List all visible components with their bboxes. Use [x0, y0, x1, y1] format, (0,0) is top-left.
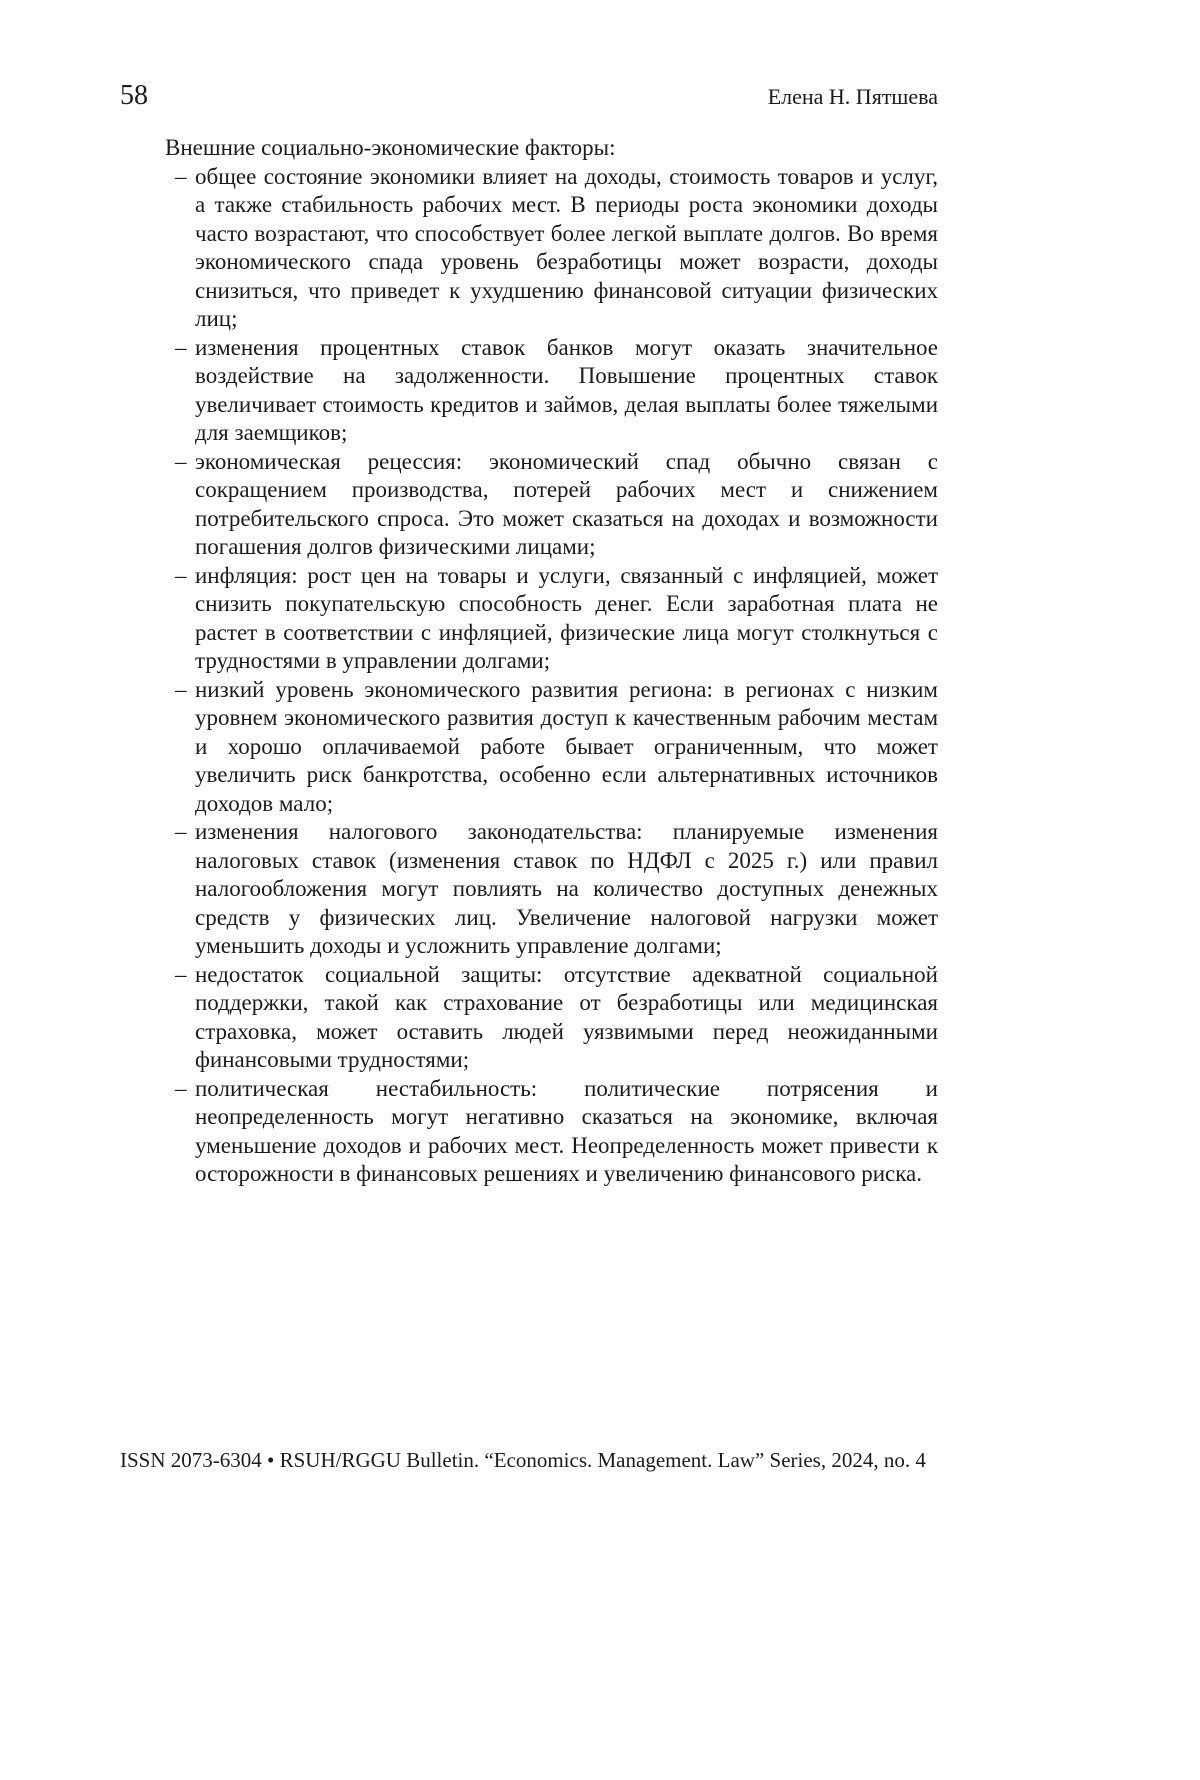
- list-item-text: недостаток социальной защиты: отсутствие адекватной социальной поддержки, такой как страхование от безработицы или медицинская страховка, может оставить людей уязвимыми перед неожиданными финансовыми трудностями;: [195, 961, 938, 1072]
- dash-marker: –: [175, 1075, 187, 1101]
- list-item: [120, 818, 938, 961]
- list-item-text: изменения процентных ставок банков могут оказать значительное воздействие на задолженности. Повышение процентных ставок увеличивает стоимость кредитов и займов, делая выплаты более тяжелыми для заемщиков;: [195, 334, 938, 445]
- dash-marker: –: [175, 448, 187, 474]
- dash-marker: –: [175, 819, 187, 844]
- list-item: [120, 961, 938, 1075]
- article-body: [120, 134, 938, 1189]
- page-footer: [120, 1448, 938, 1473]
- dash-marker: –: [175, 163, 187, 189]
- section-intro: Внешние социально-экономические факторы:: [165, 135, 616, 160]
- list-item: [120, 448, 938, 562]
- list-item-text: экономическая рецессия: экономический спад обычно связан с сокращением производства, потерей рабочих мест и снижением потребительского спроса. Это может сказаться на доходах и возможности погашения долгов физическими лицами;: [195, 448, 938, 559]
- list-item: [120, 676, 938, 819]
- dash-marker: –: [175, 961, 187, 987]
- list-item-text: политическая нестабильность: политические потрясения и неопределенность могут негативно сказаться на экономике, включая уменьшение доходов и рабочих мест. Неопределенность может привести к осторожности в финансовых решениях и увеличению финансового риска.: [195, 1075, 938, 1186]
- list-item-text: низкий уровень экономического развития региона: в регионах с низким уровнем экономического развития доступ к качественным рабочим местам и хорошо оплачиваемой работе бывает ограниченным, что может увеличить риск банкротства, особенно если альтернативных источников доходов мало;: [195, 676, 938, 816]
- dash-marker: –: [175, 334, 187, 360]
- list-item-text: общее состояние экономики влияет на доходы, стоимость товаров и услуг, а также стабильность рабочих мест. В периоды роста экономики доходы часто возрастают, что способствует более легкой выплате долгов. Во время экономического спада уровень безработицы может возрасти, доходы снизиться, что приведет к ухудшению финансовой ситуации физических лиц;: [195, 163, 938, 331]
- dash-marker: –: [175, 676, 187, 702]
- list-item-text: инфляция: рост цен на товары и услуги, связанный с инфляцией, может снизить покупательскую способность денег. Если заработная плата не растет в соответствии с инфляцией, физические лица могут столкнуться с трудностями в управлении долгами;: [195, 562, 938, 673]
- list-item: [120, 334, 938, 448]
- list-item: [120, 163, 938, 334]
- dash-marker: –: [175, 562, 187, 588]
- list-item: [120, 562, 938, 676]
- running-head-author: Елена Н. Пятшева: [767, 84, 938, 109]
- bullet-list: [120, 163, 938, 1189]
- page-number: 58: [120, 80, 148, 111]
- list-item-text: изменения налогового законодательства: планируемые изменения налоговых ставок (изменения ставок по НДФЛ с 2025 г.) или правил налогообложения могут повлиять на количество доступных денежных средств у физических лиц. Увеличение налоговой нагрузки может уменьшить доходы и усложнить управление долгами;: [195, 819, 938, 958]
- page-header: [120, 82, 938, 110]
- issn-line: ISSN 2073-6304 • RSUH/RGGU Bulletin. “Economics. Management. Law” Series, 2024, no. 4: [120, 1448, 926, 1472]
- list-item: [120, 1075, 938, 1189]
